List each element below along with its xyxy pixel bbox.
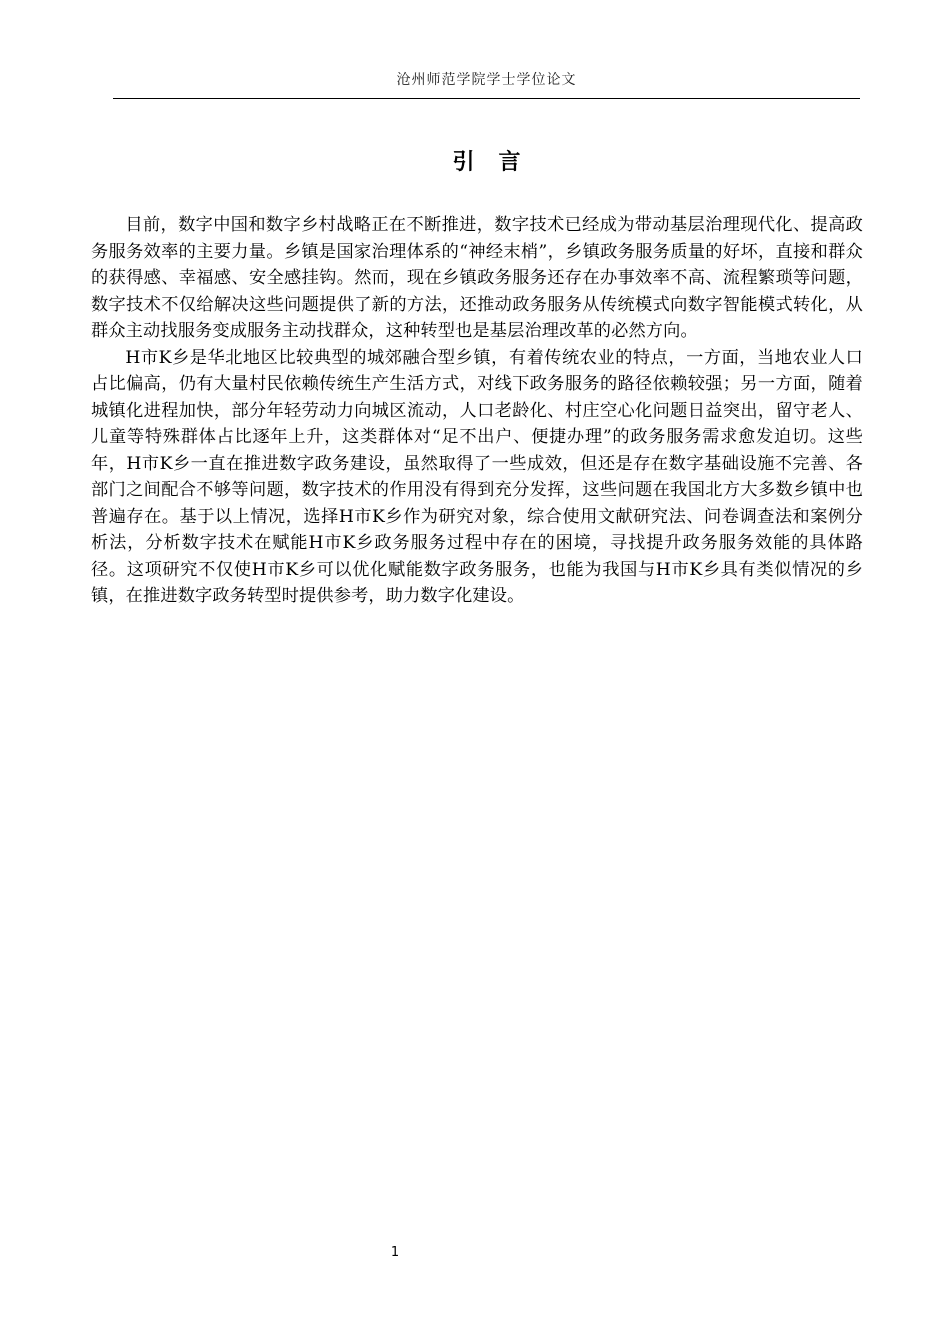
header-divider (113, 98, 860, 99)
running-header: 沧州师范学院学士学位论文 (396, 72, 577, 88)
body-text (91, 212, 863, 610)
paragraph-2: H市K乡是华北地区比较典型的城郊融合型乡镇，有着传统农业的特点，一方面，当地农业人口占比偏高，仍有大量村民依赖传统生产生活方式，对线下政务服务的路径依赖较强；另一方面，随着城镇化进程加快，部分年轻劳动力向城区流动，人口老龄化、村庄空心化问题日益突出，留守老人、儿童等特殊群体占比逐年上升，这类群体对“足不出户、便捷办理”的政务服务需求愈发迫切。这些年，H市K乡一直在推进数字政务建设，虽然取得了一些成效，但还是存在数字基础设施不完善、各部门之间配合不够等问题，数字技术的作用没有得到充分发挥，这些问题在我国北方大多数乡镇中也普遍存在。基于以上情况，选择H市K乡作为研究对象，综合使用文献研究法、问卷调查法和案例分析法，分析数字技术在赋能H市K乡政务服务过程中存在的困境，寻找提升政务服务效能的具体路径。这项研究不仅使H市K乡可以优化赋能数字政务服务，也能为我国与H市K乡具有类似情况的乡镇，在推进数字政务转型时提供参考，助力数字化建设。 (91, 347, 863, 606)
page-number: 1 (390, 1245, 400, 1260)
section-title: 引言 (452, 150, 545, 175)
paragraph-1: 目前，数字中国和数字乡村战略正在不断推进，数字技术已经成为带动基层治理现代化、提高政务服务效率的主要力量。乡镇是国家治理体系的“神经末梢”，乡镇政务服务质量的好坏，直接和群众的获得感、幸福感、安全感挂钩。然而，现在乡镇政务服务还存在办事效率不高、流程繁琐等问题，数字技术不仅给解决这些问题提供了新的方法，还推动政务服务从传统模式向数字智能模式转化，从群众主动找服务变成服务主动找群众，这种转型也是基层治理改革的必然方向。 (91, 215, 863, 341)
